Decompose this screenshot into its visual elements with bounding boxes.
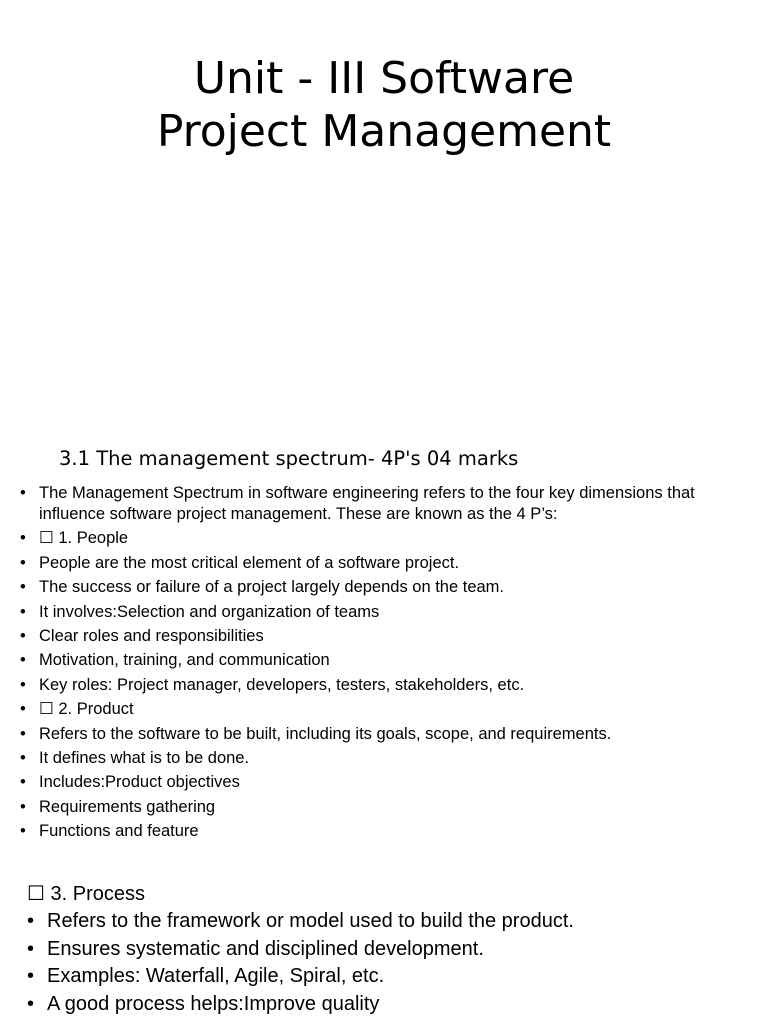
list-item: • Motivation, training, and communication	[20, 650, 750, 671]
process-bullet-list	[27, 908, 747, 1018]
list-item: • People are the most critical element of a software project.	[20, 553, 750, 574]
page-title	[0, 52, 768, 158]
title-line-1: Unit - III Software	[193, 53, 575, 104]
list-item: • The success or failure of a project largely depends on the team.	[20, 577, 750, 598]
list-item: • The Management Spectrum in software engineering refers to the four key dimensions that influence software project management. These are known as the 4 P’s:	[20, 483, 750, 525]
list-item: • Requirements gathering	[20, 797, 750, 818]
list-item: • A good process helps:Improve quality	[27, 991, 747, 1019]
section-heading: 3.1 The management spectrum- 4P's 04 marks	[59, 447, 519, 470]
list-item: • ☐ 1. People	[20, 528, 750, 549]
list-item: • Refers to the framework or model used to build the product.	[27, 908, 747, 936]
list-item: • It defines what is to be done.	[20, 748, 750, 769]
list-item: • Examples: Waterfall, Agile, Spiral, etc.	[27, 963, 747, 991]
list-item: • Refers to the software to be built, including its goals, scope, and requirements.	[20, 724, 750, 745]
list-item: • Ensures systematic and disciplined development.	[27, 936, 747, 964]
list-item: • Functions and feature	[20, 821, 750, 842]
list-item: • It involves:Selection and organization of teams	[20, 602, 750, 623]
list-item: • ☐ 2. Product	[20, 699, 750, 720]
spectrum-bullet-list	[20, 483, 750, 845]
title-line-2: Project Management	[156, 106, 612, 157]
list-item: • Includes:Product objectives	[20, 772, 750, 793]
list-item: • Clear roles and responsibilities	[20, 626, 750, 647]
list-item: • Key roles: Project manager, developers, testers, stakeholders, etc.	[20, 675, 750, 696]
process-heading: ☐ 3. Process	[27, 883, 145, 905]
